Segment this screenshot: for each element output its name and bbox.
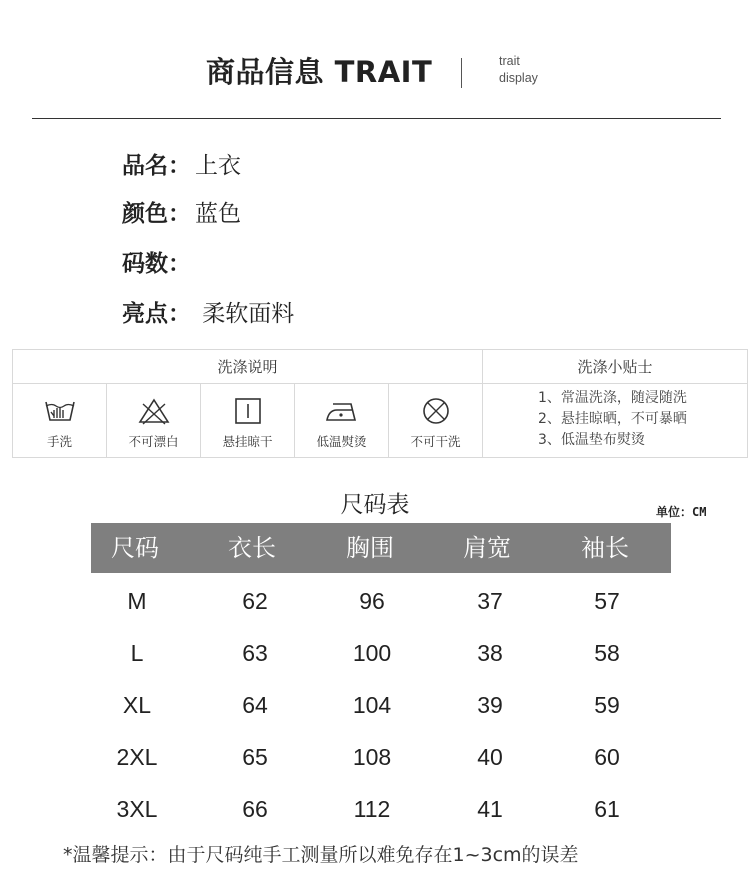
header-size: 尺码 [111,534,159,562]
cell-shoulder: 41 [477,796,503,822]
info-value: 柔软面料 [195,301,295,327]
cell-chest: 104 [352,692,392,718]
low-iron-icon [323,396,361,426]
table-row [0,575,750,627]
care-label: 低温熨烫 [316,434,367,449]
size-chart-title: 尺码表 [340,492,410,518]
cell-sleeve: 58 [594,640,620,666]
info-size-row [122,245,195,278]
header-shoulder: 肩宽 [463,534,511,562]
cell-chest: 100 [352,640,392,666]
care-tip: 1、常温洗涤，随浸随洗 [538,390,687,406]
cell-length: 64 [242,692,268,718]
care-tip: 2、悬挂晾晒，不可暴晒 [538,411,687,427]
cell-chest: 112 [353,796,391,822]
cell-sleeve: 60 [594,744,620,770]
cell-length: 63 [242,640,268,666]
info-value: 上衣 [195,153,241,179]
table-row [0,783,750,835]
care-tip: 3、低温垫布熨烫 [538,432,645,448]
care-label: 悬挂晾干 [222,434,273,449]
size-unit: 单位：CM [656,505,707,519]
table-row [0,731,750,783]
care-item-no-bleach [107,384,201,457]
no-tumble-dry-icon [420,396,452,426]
cell-size: L [130,640,144,666]
hang-dry-icon [233,396,263,426]
header-rule [32,118,721,119]
measurement-note: *温馨提示：由于尺码纯手工测量所以难免存在1~3cm的误差 [63,844,579,866]
cell-size: M [127,588,147,614]
cell-size: 3XL [116,796,158,822]
cell-sleeve: 61 [594,796,620,822]
care-label: 不可漂白 [128,434,179,449]
no-bleach-icon [137,396,171,426]
info-highlight-row [122,295,294,328]
cell-sleeve: 57 [594,588,620,614]
care-item-hand-wash [13,384,107,457]
header-sleeve: 袖长 [581,534,629,562]
care-label: 不可干洗 [410,434,461,449]
care-item-no-dry-clean [389,384,483,457]
cell-length: 66 [242,796,268,822]
cell-length: 62 [242,588,268,614]
care-header: 洗涤说明 [13,350,483,384]
cell-shoulder: 37 [477,588,503,614]
title-divider [461,58,462,88]
info-color-row [122,195,241,228]
care-item-hang-dry [201,384,295,457]
cell-shoulder: 39 [477,692,503,718]
cell-chest: 108 [352,744,392,770]
hand-wash-icon [42,396,78,426]
cell-chest: 96 [359,588,385,614]
cell-shoulder: 40 [477,744,503,770]
table-row [0,679,750,731]
cell-length: 65 [242,744,268,770]
header-chest: 胸围 [346,534,394,562]
cell-size: XL [122,692,152,718]
size-table-header [91,523,671,573]
page-title: 商品信息 TRAIT [206,55,433,89]
header-length: 衣长 [228,534,276,562]
table-row [0,627,750,679]
care-item-low-iron [295,384,389,457]
care-label: 手洗 [46,434,72,449]
cell-size: 2XL [116,744,158,770]
info-label: 品名： [122,153,191,179]
cell-sleeve: 59 [594,692,620,718]
info-label: 码数： [122,251,191,277]
info-name-row [122,147,241,180]
subtitle-line-2: display [499,71,538,85]
tips-header: 洗涤小贴士 [483,350,747,384]
cell-shoulder: 38 [477,640,503,666]
subtitle-line-1: trait [499,54,520,68]
care-tips [538,388,687,451]
care-table [12,349,748,458]
info-label: 颜色： [122,201,191,227]
title-subtitle [499,53,538,87]
info-value: 蓝色 [195,201,241,227]
info-label: 亮点： [122,301,191,327]
